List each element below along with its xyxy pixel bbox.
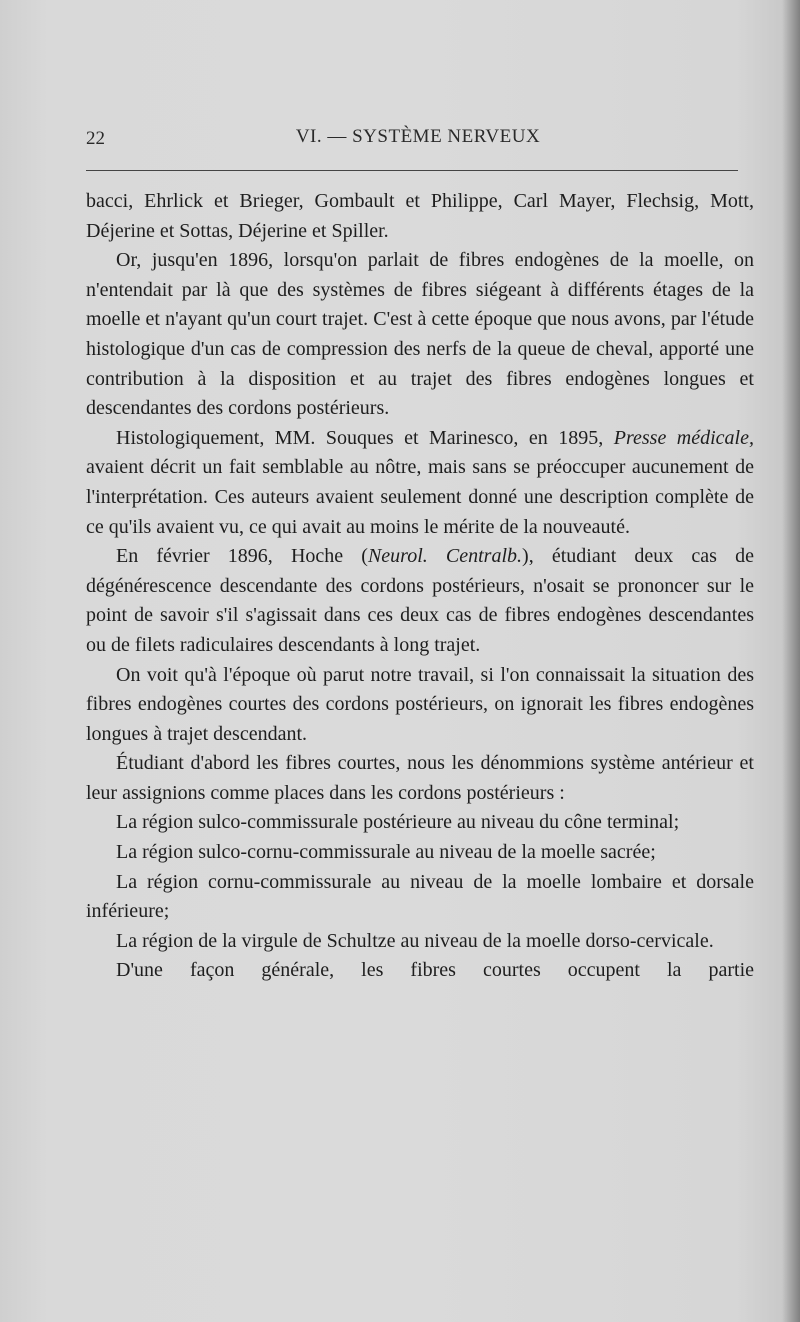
paragraph: Or, jusqu'en 1896, lorsqu'on parlait de fibres endogènes de la moelle, on n'entendait par là que des systèmes de fibres siégeant à différents étages de la moelle et n'ayant qu'un court trajet. C'est à cette époque que nous avons, par l'étude histologique d'un cas de compression des nerfs de la queue de cheval, apporté une contribution à la disposition et au trajet des fibres endogènes longues et descendantes des cordons postérieurs. xyxy=(86,249,754,420)
running-head: VI. — SYSTÈME NERVEUX xyxy=(295,126,541,147)
paragraph-text: ), étudiant deux cas de dégénérescence descendante des cordons postérieurs, n'osait se prononcer sur le point de savoir s'il s'agissait dans ces deux cas de fibres endogènes descendantes ou de filets radiculaires descendants à long trajet. xyxy=(86,545,754,656)
page-number: 22 xyxy=(86,128,105,149)
paragraph: D'une façon générale, les fibres courtes occupent la partie xyxy=(116,959,754,982)
paragraph: On voit qu'à l'époque où parut notre travail, si l'on connaissait la situation des fibres endogènes courtes des cordons postérieurs, on ignorait les fibres endogènes longues à trajet descendant. xyxy=(86,663,754,745)
list-paragraph: La région cornu-commissurale au niveau de la moelle lombaire et dorsale inférieure; xyxy=(86,870,754,923)
paragraph: Étudiant d'abord les fibres courtes, nous les dénommions système antérieur et leur assignions comme places dans les cordons postérieurs : xyxy=(86,752,754,804)
journal-title: Neurol. Centralb. xyxy=(367,545,523,568)
journal-title: Presse médicale, xyxy=(613,426,754,449)
list-paragraph: La région sulco-commissurale postérieure au niveau du cône terminal; xyxy=(116,811,680,834)
spine-shadow xyxy=(782,0,800,1322)
paragraph-text: avaient décrit un fait semblable au nôtre, mais sans se préoccuper aucunement de l'interprétation. Ces auteurs avaient seulement donné une description complète de ce qu'ils avaient vu, ce qui avait au moins le mérite de la nouveauté. xyxy=(86,456,754,538)
paragraph-text: Histologiquement, MM. Souques et Marinesco, en 1895, xyxy=(116,426,614,449)
page-header xyxy=(86,124,750,156)
list-paragraph: La région sulco-cornu-commissurale au niveau de la moelle sacrée; xyxy=(116,841,656,864)
list-paragraph: La région de la virgule de Schultze au niveau de la moelle dorso-cervicale. xyxy=(116,929,714,952)
paragraph xyxy=(86,542,754,660)
paragraph: bacci, Ehrlick et Brieger, Gombault et Philippe, Carl Mayer, Flechsig, Mott, Déjerine et Sottas, Déjerine et Spiller. xyxy=(86,190,754,242)
paragraph-text: En février 1896, Hoche ( xyxy=(116,545,368,568)
header-rule xyxy=(86,170,738,171)
paragraph xyxy=(86,424,754,542)
body-text xyxy=(86,187,754,986)
